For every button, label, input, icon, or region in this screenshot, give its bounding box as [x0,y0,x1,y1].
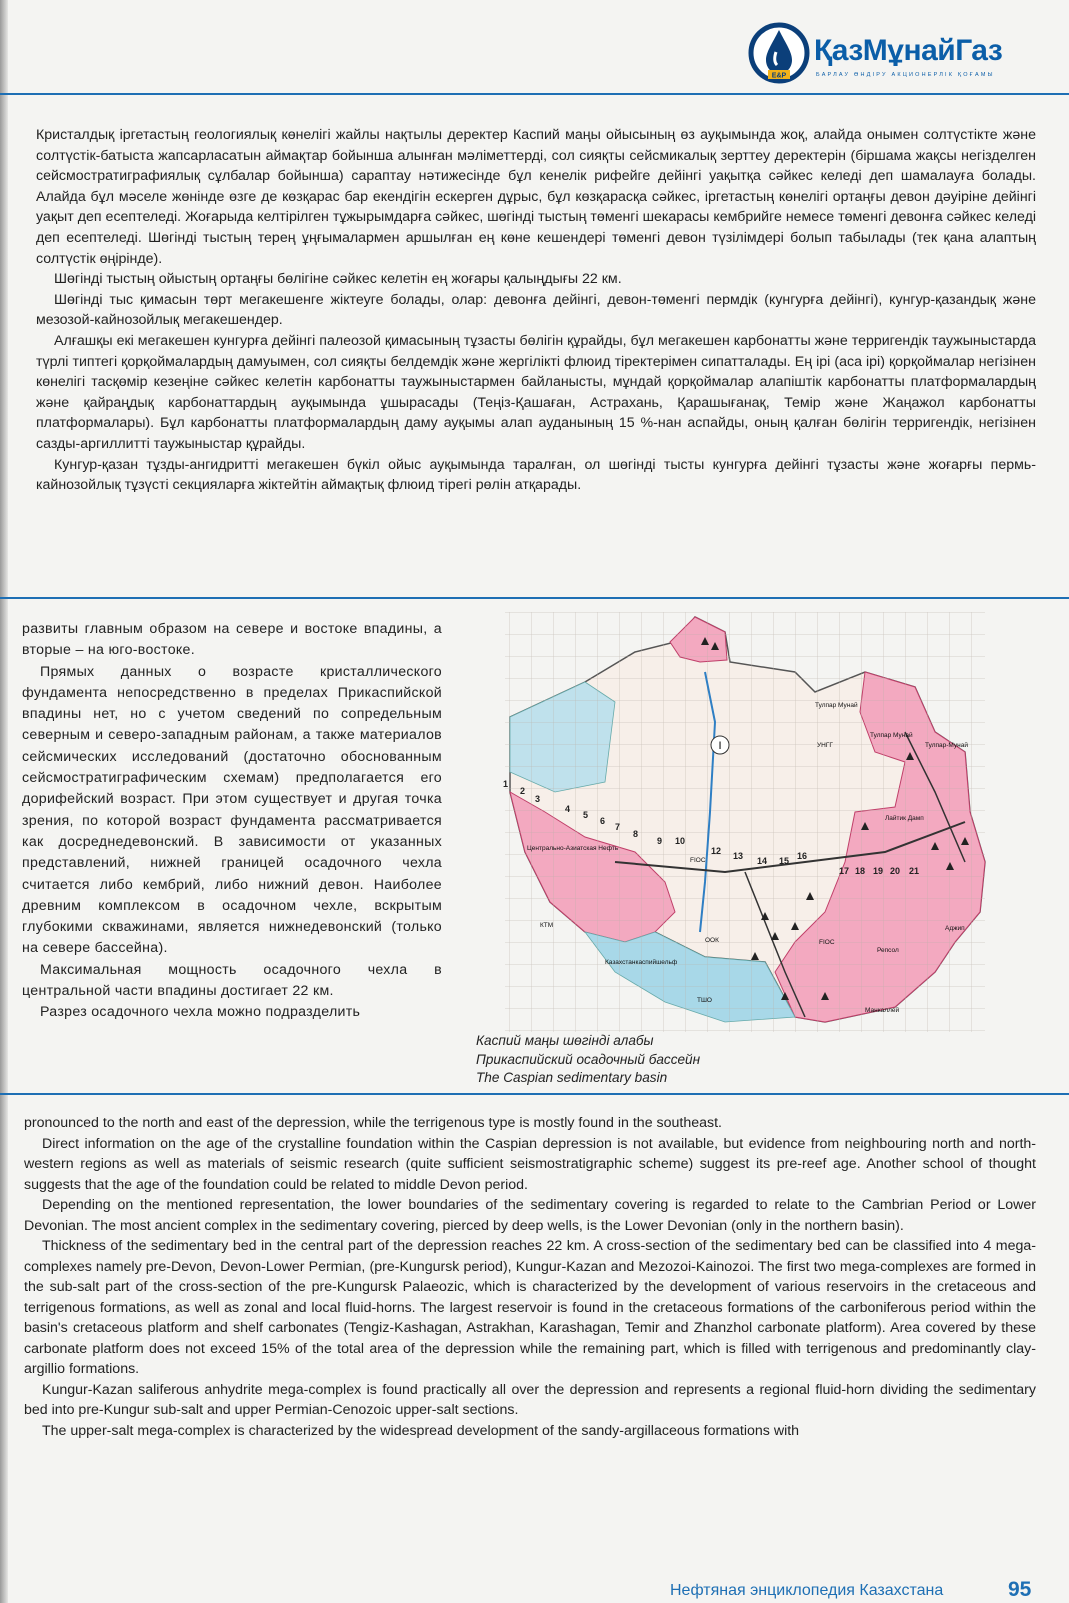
map-label: Тулпар Мунай [870,732,913,739]
map-label: FIOC [819,939,835,946]
ru-paragraph: Прямых данных о возрасте кристаллического фундамента непосредственно в пределах Прикаспийской впадины нет, но с учетом сведений по сопредельным северным и северо-западным районам, а также материалов сейсмических исследований (достаточно обоснованным сейсмостратиграфическим схемам) предполагается его дорифейский возраст. При этом существует и другая точка зрения, по которой возраст фундамента рассматривается как досреднедевонский. В зависимости от указанных представлений, нижней границей осадочного чехла считается либо кембрий, либо нижний девон. Наиболее древним комплексом в осадочном чехле, вскрытым глубокими скважинами, является нижнедевонский (только на севере бассейна). [22,663,442,957]
en-paragraph: Direct information on the age of the crystalline foundation within the Caspian depression is not available, but evidence from neighbouring north and north-western regions as well as materials of seismic research (quite sufficient seismostratigraphic scheme) suggest its pre-reef age. Another school of thought suggests that the age of the foundation could be related to middle Devon period. [24,1135,1036,1193]
ru-paragraph: развиты главным образом на севере и востоке впадины, а вторые – на юго-востоке. [22,621,442,659]
en-paragraph: Depending on the mentioned representation, the lower boundaries of the sedimentary covering is regarded to relate to the Cambrian Period or Lower Devonian. The most ancient complex in the sedimentary covering, pierced by deep wells, is the Lower Devonian (only in the northern basin). [24,1197,1036,1234]
map-label: Аджип [945,925,965,932]
kazmunaigaz-logo [748,22,1038,82]
map-num: 17 [839,866,850,876]
kz-paragraph: Шөгінді тыстың ойыстың ортаңғы бөлігіне сәйкес келетін ең жоғары қалыңдығы 22 км. [54,271,622,288]
kz-paragraph: Кунгур-қазан тұзды-ангидритті мегакешен бүкіл ойыс ауқымында таралған, ол шөгінді тысты кунгурға дейінгі тұзасты және жоғарғы пермь-кайнозойлық тұзүсті секцияларға жіктейтін аймақтық флюид тірегі рөлін атқарады. [36,456,1036,494]
caption-en: The Caspian sedimentary basin [476,1070,668,1085]
map-label: Лайтик Дамп [885,815,924,822]
caption-ru: Прикаспийский осадочный бассейн [476,1051,701,1067]
map-num: 3 [535,794,541,804]
map-label: КТМ [540,922,554,929]
map-label: Центрально-Азиатская Нефть [527,845,619,852]
caption-kz: Каспий маңы шөгінді алабы [476,1033,654,1048]
map-label: ООК [705,937,719,944]
map-label: FIOC [690,857,706,864]
map-num: 8 [633,829,639,839]
map-label: Манкаллей [865,1007,900,1014]
en-paragraph: The upper-salt mega-complex is characterized by the widespread development of the sandy-argillaceous formations with [42,1422,800,1439]
russian-text [22,619,442,1024]
map-num: 6 [600,816,606,826]
map-num: 14 [757,856,768,866]
map-num: 16 [797,851,808,861]
page-edge [0,0,8,1603]
logo-badge: E&P [771,72,787,80]
en-paragraph: pronounced to the north and east of the depression, while the terrigenous type is mostly found in the southeast. [24,1115,722,1131]
map-num: 15 [779,856,790,866]
map-num: 13 [733,851,744,861]
map-num: 9 [657,836,663,846]
map-label: Казахстанкаспийшельф [605,959,678,966]
kazakh-text [36,125,1036,496]
english-text [24,1113,1036,1441]
map-circle-label: I [718,740,722,752]
map-num: 7 [615,822,621,832]
map-label: Тулпар Мунай [815,702,858,709]
section-rule-2 [0,1093,1069,1095]
map-num: 19 [873,866,884,876]
map-num: 1 [503,779,509,789]
map-num: 20 [890,866,901,876]
map-num: 12 [711,846,722,856]
kz-paragraph: Шөгінді тыс қимасын төрт мегакешенге жіктеуге болады, олар: девонға дейінгі, девон-төменгі пермдік (кунгурға дейінгі), кунгур-қазандық және мезозой-кайнозойлық мегакешендер. [36,291,1036,329]
header-rule [0,93,1069,95]
ru-paragraph: Максимальная мощность осадочного чехла в центральной части впадины достигает 22 км. [22,961,442,1000]
en-paragraph: Thickness of the sedimentary bed in the central part of the depression reaches 22 km. A cross-section of the sedimentary bed can be classified into 4 mega-complexes namely pre-Devon, Devon-Lower Permian, (pre-Kungursk period), Kungur-Kazan and Mezozoi-Kainozoi. The first two mega-complexes are formed in the sub-salt part of the cross-section of the pre-Kungursk Palaeozic, which is characterized by the development of various reservoirs in the cretaceous and terrigenous formations, as well as zonal and local fluid-horns. The largest reservoir is found in the cretaceous formations of the carboniferous period within the basin's cretaceous platform and shelf carbonates (Tengiz-Kashagan, Astrakhan, Karashagan, Temir and Zhanzhol carbonate platform). Area covered by these carbonate platform does not exceed 15% of the total area of the depression while the remaining part, which is filled with terrigenous and predominantly clay-argillio formations. [24,1238,1036,1377]
page-number: 95 [1008,1578,1032,1601]
kz-paragraph: Алғашқы екі мегакешен кунгурға дейінгі палеозой қимасының тұзасты бөлігін құрайды, бұл мегакешен карбонатты және терригендік таужыныстарда түрлі типтегі қорқоймалардың дамуымен, сол сияқты белдемдік және жергілікті флюид тіректерімен сипатталады. Ең ірі (аса ірі) қорқоймалар негізінен көнелігі тасқөмір кезеңіне сәйкес келетін карбонатты таужыныстармен байланысты, мұндай қорқоймалар алапіштік карбонатты платформалардың және қайраңдық карбонаттардың ауқымында ұшырасады (Теңіз-Қашаған, Астрахань, Қарашығанақ, Темір және Жаңажол карбонатты платформалары). Бұл карбонатты платформалардың даму ауқымы алап ауданының 15 %-нан аспайды, оның қалған бөлігін терригендік, негізінен сазды-аргиллитті таужыныстар құрайды. [36,332,1036,452]
ru-paragraph: Разрез осадочного чехла можно подразделить [40,1004,361,1021]
logo-subtitle: БАРЛАУ ӨНДІРУ АКЦИОНЕРЛІК ҚОҒАМЫ [816,72,995,78]
kz-paragraph: Кристалдық іргетастың геологиялық көнелігі жайлы нақтылы деректер Каспий маңы ойысының өз ауқымында жоқ, алайда онымен солтүстікте және солтүстік-батыста жапсарласатын аймақтар бойынша алынған мәліметтерді, сол сияқты сейсмикалық зерттеу деректерін (біршама жақсы негізделген сейсмостратиграфиялық сұлбалар бойынша) сараптау нәтижесінде бұл кенелік рифейге дейінгі уақытқа сәйкес келеді деп шамалауға болады. Алайда бұл мәселе жөнінде өзге де көзқарас бар екендігін ескерген дұрыс, бұл көзқарасқа сәйкес, іргетастың көнелігі ортаңғы девон дәуіріне дейінгі уақыт деп есептеледі. Жоғарыда келтірілген тұжырымдарға сәйкес, шөгінді тыстың төменгі шекарасы кембрийге немесе төменгі девонға сәйкес келеді деп есептеледі. Шөгінді тыстың терең ұңғымалармен аршылған ең көне кешендері төменгі девон түзілімдері болып табылады (тек қана алаптың солтүстік өңірінде). [36,127,1036,267]
en-paragraph: Kungur-Kazan saliferous anhydrite mega-complex is found practically all over the depression and represents a regional fluid-horn dividing the sedimentary bed into pre-Kungur sub-salt and upper Permian-Cenozoic upper-salt sections. [24,1381,1036,1418]
map-label: ТШО [697,997,712,1004]
map-num: 18 [855,866,866,876]
map-label: Репсол [877,947,899,954]
section-rule-1 [0,597,1069,599]
caspian-basin-map [465,612,1005,1032]
logo-text: ҚазМұнайГаз [814,34,1003,67]
map-label: УНГГ [817,742,833,749]
map-num: 4 [565,804,571,814]
footer-title: Нефтяная энциклопедия Казахстана [670,1582,944,1599]
map-caption [476,1032,700,1088]
map-label: Тулпар-Мунай [925,742,968,749]
logo-drop-icon [748,22,810,84]
map-num: 10 [675,836,686,846]
map-num: 21 [909,866,920,876]
map-num: 5 [583,810,589,820]
map-num: 2 [520,786,526,796]
